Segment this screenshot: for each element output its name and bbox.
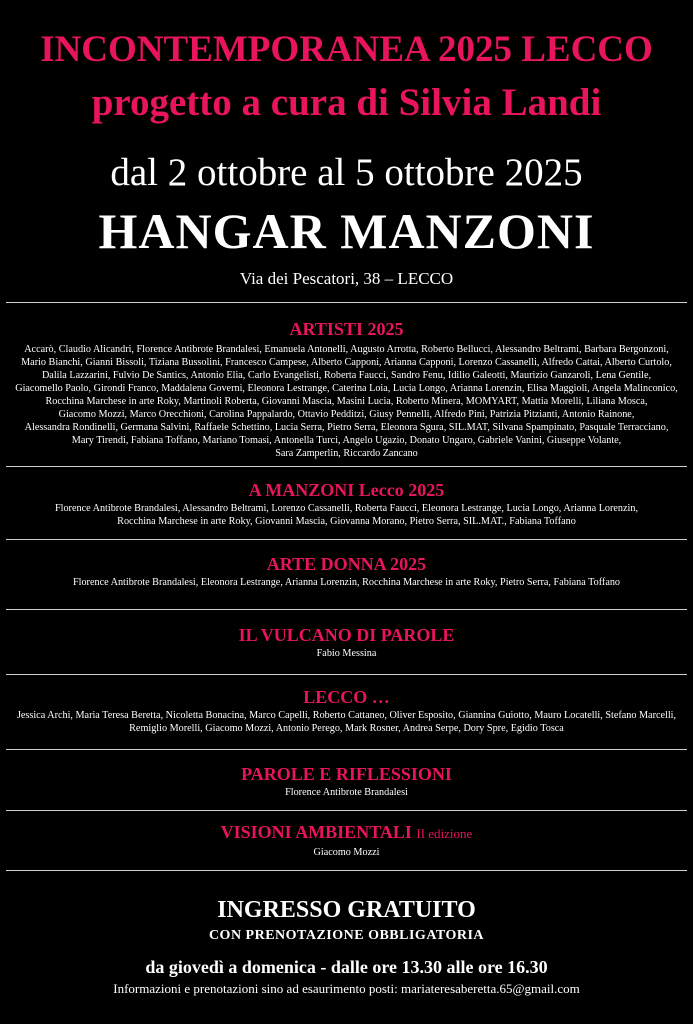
section-title: LECCO …: [303, 687, 390, 707]
section-title-text: VISIONI AMBIENTALI: [220, 822, 412, 842]
text-line: Giacomo Mozzi: [313, 847, 380, 858]
divider: [6, 674, 687, 675]
section-title: [0, 821, 693, 845]
free-entry-label: INGRESSO GRATUITO: [217, 897, 476, 923]
text-line: Alessandra Rondinelli, Germana Salvini, Raffaele Schettino, Lucia Serra, Pietro Serra, Eleonora Sgura, SIL.MAT, Silvana Spampinato, Pasquale Terracciano,: [24, 422, 669, 433]
artist-list: [0, 709, 693, 735]
text-line: Rocchina Marchese in arte Roky, Martinoli Roberta, Giovanni Mascia, Masini Lucia, Roberto Minera, MOMYART, Mattia Morelli, Liliana Mosca,: [45, 396, 648, 407]
text-line: Mario Bianchi, Gianni Bissoli, Tiziana Bussolini, Francesco Campese, Alberto Capponi, Arianna Capponi, Lorenzo Cassanelli, Alfredo Cattai, Alberto Curtolo,: [21, 357, 672, 368]
curator-line: progetto a cura di Silvia Landi: [91, 81, 602, 124]
text-line: Florence Antibrote Brandalesi: [285, 787, 408, 798]
section-parole: [0, 763, 693, 799]
text-line: Rocchina Marchese in arte Roky, Giovanni Mascia, Giovanna Morano, Pietro Serra, SIL.MAT., Fabiana Toffano: [117, 516, 576, 527]
section-manzoni: [0, 479, 693, 528]
booking-required-label: CON PRENOTAZIONE OBBLIGATORIA: [208, 928, 485, 943]
section-lecco: [0, 686, 693, 735]
text-line: Florence Antibrote Brandalesi, Alessandro Beltrami, Lorenzo Cassanelli, Roberta Faucci, Eleonora Lestrange, Lucia Longo, Arianna Lorenzin,: [54, 503, 639, 514]
text-line: Sara Zamperlin, Riccardo Zancano: [275, 448, 418, 459]
artist-list: [0, 786, 693, 799]
divider: [6, 539, 687, 540]
artist-list: [0, 343, 693, 460]
divider: [6, 466, 687, 467]
section-title: ARTE DONNA 2025: [266, 554, 427, 574]
section-title: A MANZONI Lecco 2025: [248, 480, 445, 500]
section-arte-donna: [0, 553, 693, 589]
divider: [6, 810, 687, 811]
text-line: Fabio Messina: [316, 648, 377, 659]
text-line: Jessica Archi, Maria Teresa Beretta, Nicoletta Bonacina, Marco Capelli, Roberto Cattaneo, Oliver Esposito, Giannina Guiotto, Mauro Locatelli, Stefano Marcelli,: [16, 710, 677, 721]
text-line: Giacomello Paolo, Girondi Franco, Maddalena Governi, Eleonora Lestrange, Caterina Loia, Lucia Longo, Arianna Lorenzin, Elisa Maggioli, Angela Malinconico,: [15, 383, 678, 394]
divider: [6, 749, 687, 750]
section-title: ARTISTI 2025: [289, 319, 404, 339]
text-line: Mary Tirendi, Fabiana Toffano, Mariano Tomasi, Antonella Turci, Angelo Ugazio, Donato Ungaro, Gabriele Vanini, Giuseppe Volante,: [71, 435, 622, 446]
text-line: Dalila Lazzarini, Fulvio De Santics, Antonio Elia, Carlo Evangelisti, Roberta Faucci, Sandro Fenu, Idilio Galeotti, Maurizio Ganzaroli, Lena Gentile,: [41, 370, 652, 381]
opening-hours: da giovedì a domenica - dalle ore 13.30 alle ore 16.30: [145, 957, 548, 977]
section-vulcano: [0, 624, 693, 660]
text-line: Florence Antibrote Brandalesi, Eleonora Lestrange, Arianna Lorenzin, Rocchina Marchese in arte Roky, Pietro Serra, Fabiana Toffano: [72, 577, 621, 588]
section-artisti: [0, 318, 693, 460]
text-line: Remiglio Morelli, Giacomo Mozzi, Antonio Perego, Mark Rosner, Andrea Serpe, Dory Spre, Egidio Tosca: [129, 723, 564, 734]
text-line: Giacomo Mozzi, Marco Orecchioni, Carolina Pappalardo, Ottavio Pedditzi, Giusy Pennelli, Alfredo Pini, Patrizia Pitzianti, Antonio Rainone,: [58, 409, 635, 420]
text-line: Accarò, Claudio Alicandri, Florence Antibrote Brandalesi, Emanuela Antonelli, Augusto Arrotta, Roberto Bellucci, Alessandro Beltrami, Barbara Bergonzoni,: [24, 344, 669, 355]
artist-list: [0, 846, 693, 859]
artist-list: [0, 576, 693, 589]
divider: [6, 609, 687, 610]
artist-list: [0, 647, 693, 660]
section-visioni: [0, 821, 693, 859]
edition-label: II edizione: [416, 826, 473, 841]
event-title: INCONTEMPORANEA 2025 LECCO: [40, 29, 653, 70]
event-dates: dal 2 ottobre al 5 ottobre 2025: [110, 151, 583, 194]
section-title: PAROLE E RIFLESSIONI: [241, 764, 452, 784]
venue-name: HANGAR MANZONI: [98, 203, 595, 259]
artist-list: [0, 502, 693, 528]
venue-address: Via dei Pescatori, 38 – LECCO: [239, 269, 454, 288]
divider: [6, 302, 687, 303]
contact-info: Informazioni e prenotazioni sino ad esaurimento posti: mariateresaberetta.65@gmail.com: [113, 981, 580, 996]
divider: [6, 870, 687, 871]
section-title: IL VULCANO DI PAROLE: [238, 625, 455, 645]
